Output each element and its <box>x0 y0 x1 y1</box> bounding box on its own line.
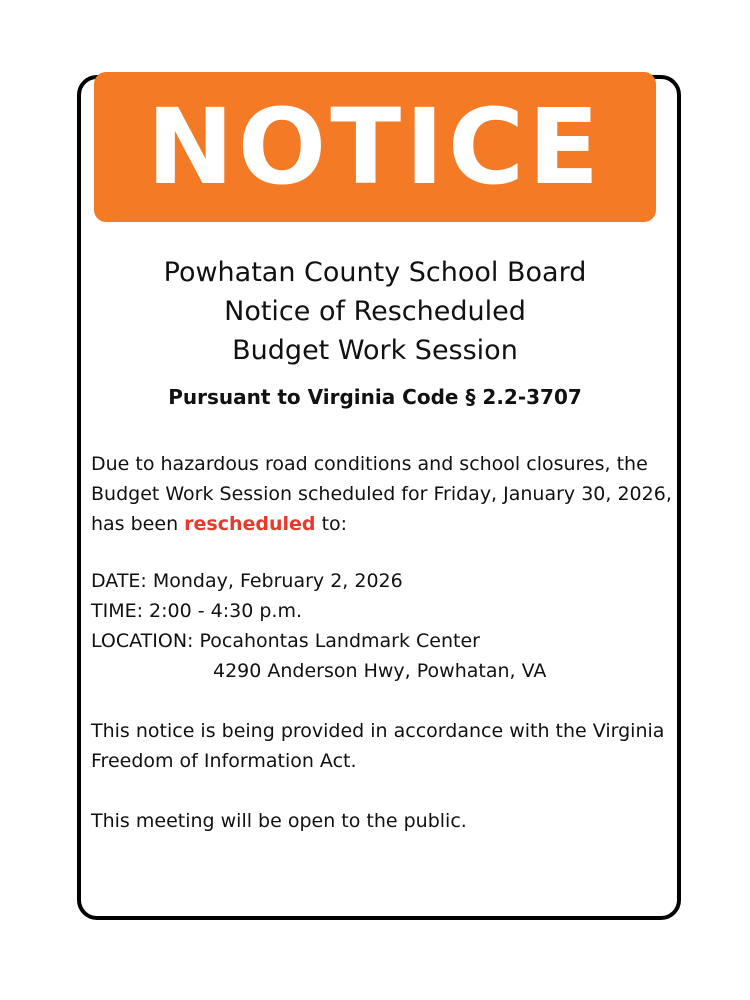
legal-reference: Pursuant to Virginia Code § 2.2-3707 <box>168 385 582 409</box>
banner-title: NOTICE <box>146 86 604 208</box>
heading-organization: Powhatan County School Board <box>163 257 587 288</box>
notice-banner <box>94 72 656 222</box>
meeting-location: LOCATION: Pocahontas Landmark Center <box>91 630 480 652</box>
meeting-address: 4290 Anderson Hwy, Powhatan, VA <box>213 660 547 682</box>
rescheduled-emphasis: rescheduled <box>184 513 316 535</box>
heading-notice-type: Notice of Rescheduled <box>224 296 526 327</box>
intro-text-end: to: <box>315 513 348 535</box>
public-statement: This meeting will be open to the public. <box>91 810 467 832</box>
intro-paragraph <box>91 449 691 539</box>
intro-text: Due to hazardous road conditions and school closures, the Budget Work Session scheduled for Friday, January 30, 2026, has been <box>91 453 672 535</box>
meeting-details <box>91 566 691 686</box>
meeting-date: DATE: Monday, February 2, 2026 <box>91 570 403 592</box>
foia-statement: This notice is being provided in accordance with the Virginia Freedom of Information Act. <box>91 720 665 772</box>
meeting-time: TIME: 2:00 - 4:30 p.m. <box>91 600 303 622</box>
notice-heading <box>0 253 750 370</box>
heading-session: Budget Work Session <box>232 335 518 366</box>
